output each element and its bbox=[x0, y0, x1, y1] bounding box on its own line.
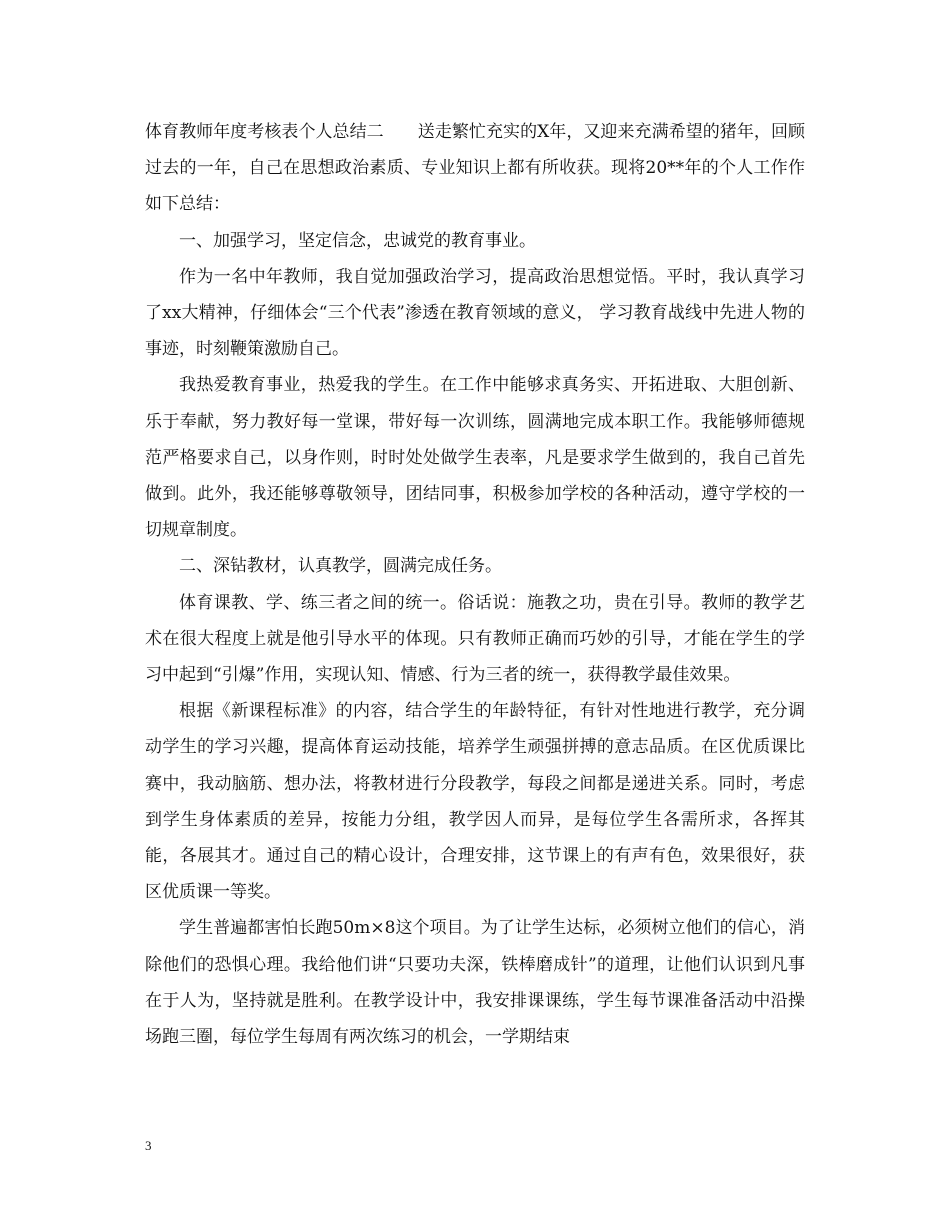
section-heading-1: 一、加强学习，坚定信念，忠诚党的教育事业。 bbox=[179, 230, 536, 251]
body-paragraph: 根据《新课程标准》的内容，结合学生的年龄特征，有针对性地进行教学，充分调动学生的学习兴趣，提高体育运动技能，培养学生顽强拼搏的意志品质。在区优质课比赛中，我动脑筋、想办法，将教材进行分段教学，每段之间都是递进关系。同时，考虑到学生身体素质的差异，按能力分组，教学因人而异，是每位学生各需所求，各挥其能，各展其才。通过自己的精心设计，合理安排，这节课上的有声有色，效果很好，获区优质课一等奖。 bbox=[145, 701, 805, 903]
intro-text: 送走繁忙充实的X年，又迎来充满希望的猪年，回顾过去的一年，自己在思想政治素质、专业知识上都有所收获。现将20**年的个人工作作如下总结： bbox=[145, 122, 805, 215]
opening-paragraph bbox=[145, 114, 805, 223]
page-number: 3 bbox=[145, 1138, 152, 1153]
body-paragraph: 作为一名中年教师，我自觉加强政治学习，提高政治思想觉悟。平时，我认真学习了xx大精神，仔细体会“三个代表”渗透在教育领域的意义， 学习教育战线中先进人物的事迹，时刻鞭策激励自己。 bbox=[145, 266, 805, 360]
section-heading-2: 二、深钻教材，认真教学，圆满完成任务。 bbox=[179, 556, 502, 577]
body-paragraph: 我热爱教育事业，热爱我的学生。在工作中能够求真务实、开拓进取、大胆创新、乐于奉献，努力教好每一堂课，带好每一次训练，圆满地完成本职工作。我能够师德规范严格要求自己，以身作则，时时处处做学生表率，凡是要求学生做到的，我自己首先做到。此外，我还能够尊敬领导，团结同事，积极参加学校的各种活动，遵守学校的一切规章制度。 bbox=[145, 375, 805, 541]
document-body bbox=[145, 114, 805, 1055]
document-title: 体育教师年度考核表个人总结二 bbox=[145, 122, 384, 142]
body-paragraph: 学生普遍都害怕长跑50m×8这个项目。为了让学生达标，必须树立他们的信心，消除他们的恐惧心理。我给他们讲“只要功夫深，铁棒磨成针”的道理，让他们认识到凡事在于人为，坚持就是胜利。在教学设计中，我安排课课练，学生每节课准备活动中沿操场跑三圈，每位学生每周有两次练习的机会，一学期结束 bbox=[145, 918, 805, 1048]
body-paragraph: 体育课教、学、练三者之间的统一。俗话说：施教之功，贵在引导。教师的教学艺术在很大程度上就是他引导水平的体现。只有教师正确而巧妙的引导，才能在学生的学习中起到“引爆”作用，实现认知、情感、行为三者的统一，获得教学最佳效果。 bbox=[145, 592, 805, 686]
